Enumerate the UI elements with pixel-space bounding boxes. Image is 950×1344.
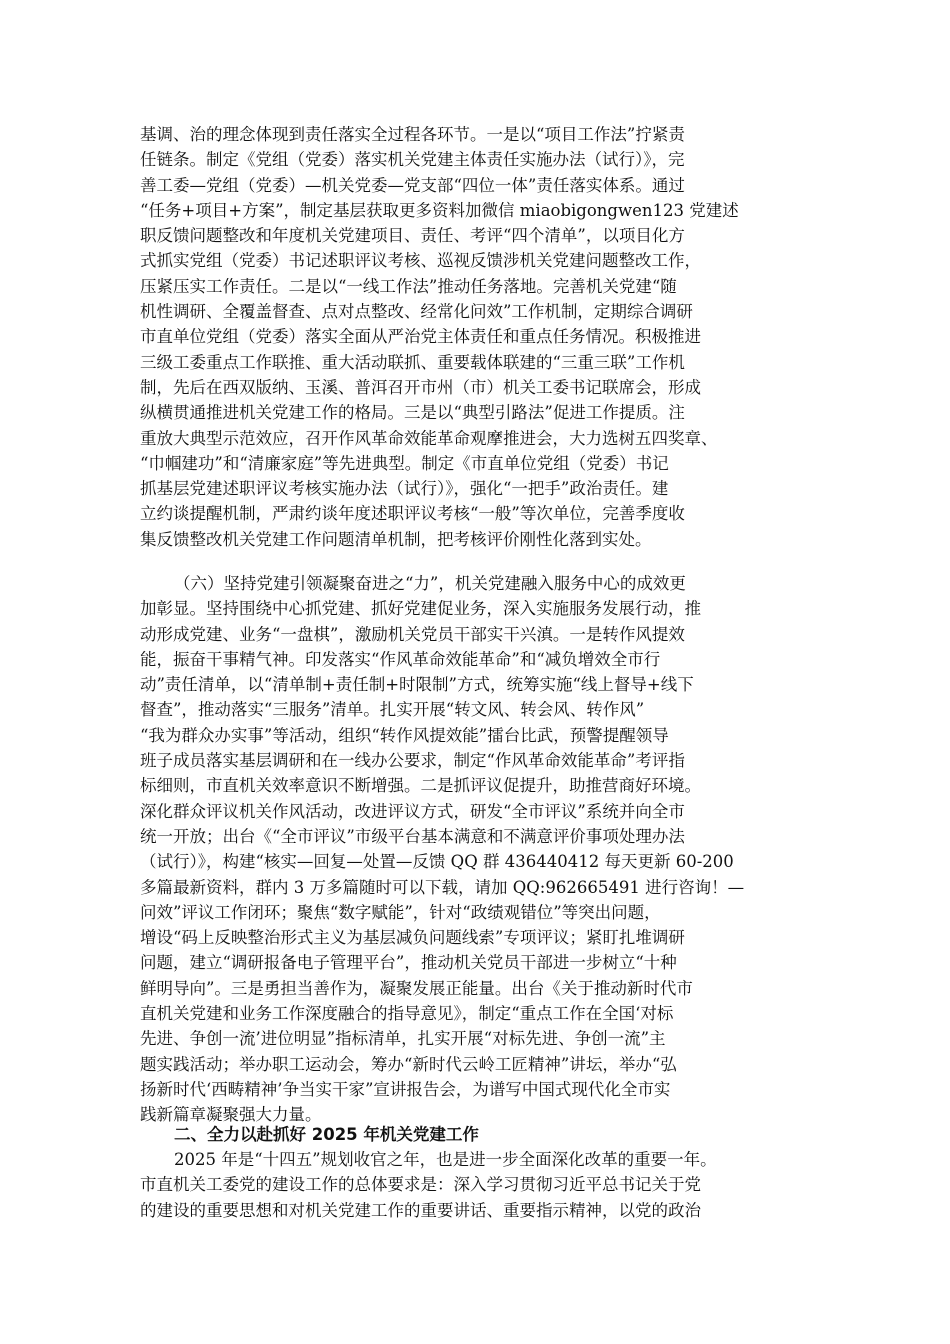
text-line: 动”责任清单，以“清单制+责任制+时限制”方式，统筹实施“线上督导+线下 [140,675,694,695]
text-line: 重放大典型示范效应，召开作风革命效能革命观摩推进会，大力选树五四奖章、 [140,428,718,448]
text-line: 的建设的重要思想和对机关党建工作的重要讲话、重要指示精神，以党的政治 [140,1200,701,1220]
text-line: 2025 年是“十四五”规划收官之年，也是进一步全面深化改革的重要一年。 [174,1150,717,1169]
text-line: 职反馈问题整改和年度机关党建项目、责任、考评“四个清单”，以项目化方 [140,226,685,246]
text-line: 先进、争创一流’进位明显”指标清单，扎实开展“对标先进、争创一流”主 [140,1029,666,1049]
text-line: 市直机关工委党的建设工作的总体要求是：深入学习贯彻习近平总书记关于党 [140,1175,701,1195]
text-line: 班子成员落实基层调研和在一线办公要求，制定“作风革命效能革命”考评指 [140,751,685,771]
text-line: 制，先后在西双版纳、玉溪、普洱召开市州（市）机关工委书记联席会，形成 [140,377,701,397]
text-line: 基调、治的理念体现到责任落实全过程各环节。一是以“项目工作法”拧紧责 [140,125,685,144]
text-line: 立约谈提醒机制，严肃约谈年度述职评议考核“一般”等次单位，完善季度收 [140,504,685,524]
text-line: 加彰显。坚持围绕中心抓党建、抓好党建促业务，深入实施服务发展行动，推 [140,599,701,619]
text-line: 多篇最新资料，群内 3 万多篇随时可以下载，请加 QQ:962665491 进行咨询！— [140,877,745,897]
text-line: 问题，建立“调研报备电子管理平台”，推动机关党员干部进一步树立“十种 [140,953,677,973]
text-line: 集反馈整改机关党建工作问题清单机制，把考核评价刚性化落到实处。 [140,529,652,549]
text-line: 压紧压实工作责任。二是以“一线工作法”推动任务落地。完善机关党建“随 [140,276,677,296]
text-line: 三级工委重点工作联推、重大活动联抓、重要载体联建的“三重三联”工作机 [140,352,685,372]
text-line: 机性调研、全覆盖督查、点对点整改、经常化问效”工作机制，定期综合调研 [140,302,693,322]
text-line: 践新篇章凝聚强大力量。 [140,1105,322,1125]
text-line: 题实践活动；举办职工运动会，筹办“新时代云岭工匠精神”讲坛，举办“弘 [140,1054,677,1074]
text-line: “巾帼建功”和“清廉家庭”等先进典型。制定《市直单位党组（党委）书记 [140,453,669,473]
text-line: 市直单位党组（党委）落实全面从严治党主体责任和重点任务情况。积极推进 [140,327,701,347]
text-line: （六）坚持党建引领凝聚奋进之“力”，机关党建融入服务中心的成效更 [174,574,686,593]
text-line: 式抓实党组（党委）书记述职评议考核、巡视反馈涉机关党建问题整改工作， [140,251,701,271]
text-line: 统一开放；出台《“全市评议”市级平台基本满意和不满意评价事项处理办法 [140,826,685,846]
text-line: 鲜明导向”。三是勇担当善作为，凝聚发展正能量。出台《关于推动新时代市 [140,978,693,998]
text-line: 任链条。制定《党组（党委）落实机关党建主体责任实施办法（试行）》，完 [140,150,685,170]
text-line: 直机关党建和业务工作深度融合的指导意见》，制定“重点工作在全国‘对标 [140,1004,674,1024]
text-line: 深化群众评议机关作风活动，改进评议方式，研发“全市评议”系统并向全市 [140,801,685,821]
text-line: 善工委—党组（党委）—机关党委—党支部“四位一体”责任落实体系。通过 [140,175,685,195]
section-heading: 二、全力以赴抓好 2025 年机关党建工作 [174,1125,479,1144]
text-line: （试行）》，构建“核实—回复—处置—反馈 QQ 群 436440412 每天更新 60-200 [140,852,734,872]
text-line: 动形成党建、业务“一盘棋”，激励机关党员干部实干兴滇。一是转作风提效 [140,624,685,644]
text-line: 抓基层党建述职评议考核实施办法（试行）》，强化“一把手”政治责任。建 [140,479,669,499]
text-line: 问效”评议工作闭环；聚焦“数字赋能”，针对“政绩观错位”等突出问题， [140,902,661,922]
paragraph-2025-work [140,1147,830,1223]
text-line: 标细则，市直机关效率意识不断增强。二是抓评议促提升，助推营商好环境。 [140,776,701,796]
text-line: “任务+项目+方案”，制定基层获取更多资料加微信 miaobigongwen123 党建述 [140,200,739,220]
text-line: 督查”，推动落实“三服务”清单。扎实开展“转文风、转会风、转作风” [140,700,645,720]
paragraph-responsibility [140,122,830,552]
text-line: 增设“码上反映整治形式主义为基层减负问题线索”专项评议；紧盯扎堆调研 [140,928,685,948]
text-line: 能，振奋干事精气神。印发落实“作风革命效能革命”和“减负增效全市行 [140,649,661,669]
text-line: 纵横贯通推进机关党建工作的格局。三是以“典型引路法”促进工作提质。注 [140,403,685,423]
text-line: “我为群众办实事”等活动，组织“转作风提效能”擂台比武，预警提醒领导 [140,725,669,745]
paragraph-section-six [140,571,830,1128]
text-line: 扬新时代‘西畴精神’争当实干家”宣讲报告会，为谱写中国式现代化全市实 [140,1079,671,1099]
